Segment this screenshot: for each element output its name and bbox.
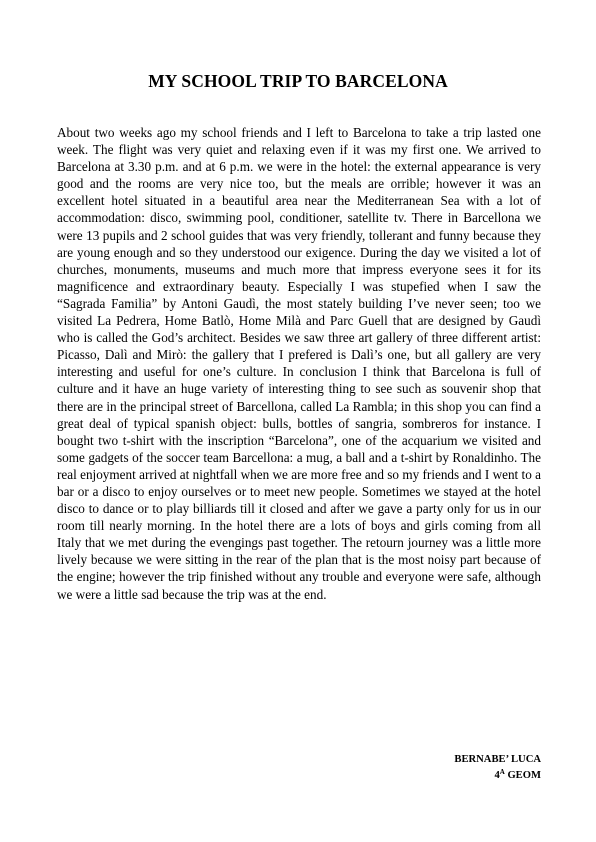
author-name: BERNABE’ LUCA — [454, 754, 541, 765]
class-section: A — [499, 768, 505, 776]
page-title: MY SCHOOL TRIP TO BARCELONA — [148, 71, 448, 91]
class-name: GEOM — [504, 770, 541, 781]
essay-body: About two weeks ago my school friends and I left to Barcelona to take a trip lasted one week. The flight was very quiet and relaxing even if it was my first one. We arrived to Barcelona at 3.30 p.m. and at 6 p.m. we were in the hotel: the external appearance is very good and the rooms are very nice too, but the meals are orrible; however it was an excellent hotel situated in a beautiful area near the Mediterranean Sea with a lot of accommodation: disco, swimming pool, conditioner, satellite tv. There in Barcellona we were 13 pupils and 2 school guides that was very friendly, tollerant and funny because they are young enough and so they understood our exigence. During the day we visited a lot of churches, monuments, museums and much more that impress everyone sees it for its magnificence and extraordinary beauty. Especially I was stupefied when I saw the “Sagrada Familia” by Antoni Gaudì, the most stately building I’ve never seen; too we visited La Pedrera, Home Batlò, Home Milà and Parc Guell that are designed by Gaudì who is called the God’s architect. Besides we saw three art gallery of three different artist: Picasso, Dalì and Mirò: the gallery that I prefered is Dalì’s one, but all gallery are very interesting and useful for one’s culture. In conclusion I think that Barcelona is full of culture and it have an huge variety of interesting thing to see such as souvenir shop that there are in the principal street of Barcellona, called La Rambla; in this shop you can find a great deal of typical spanish object: bulls, bottles of sangria, sombreros for instance. I bought two t-shirt with the inscription “Barcelona”, one of the acquarium we visited and some gadgets of the soccer team Barcellona: a mug, a ball and a t-shirt by Ronaldinho. The real enjoyment arrived at nightfall when we are more free and so my friends and I went to a bar or a disco to enjoy ourselves or to meet new people. Sometimes we stayed at the hotel disco to dance or to play billiards till it closed and after we gave a party only for us in our room till nearly morning. In the hotel there are a lots of boys and girls coming from all Italy that we met during the evengings past together. The retourn journey was a little more lively because we were sitting in the rear of the plan that is the most noisy part because of the engine; however the trip finished without any trouble and everyone were safe, although we were a little sad because the trip was at the end. — [57, 125, 541, 602]
class-number: 4 — [494, 770, 500, 781]
signature-block — [454, 753, 541, 782]
author-class — [454, 766, 541, 782]
